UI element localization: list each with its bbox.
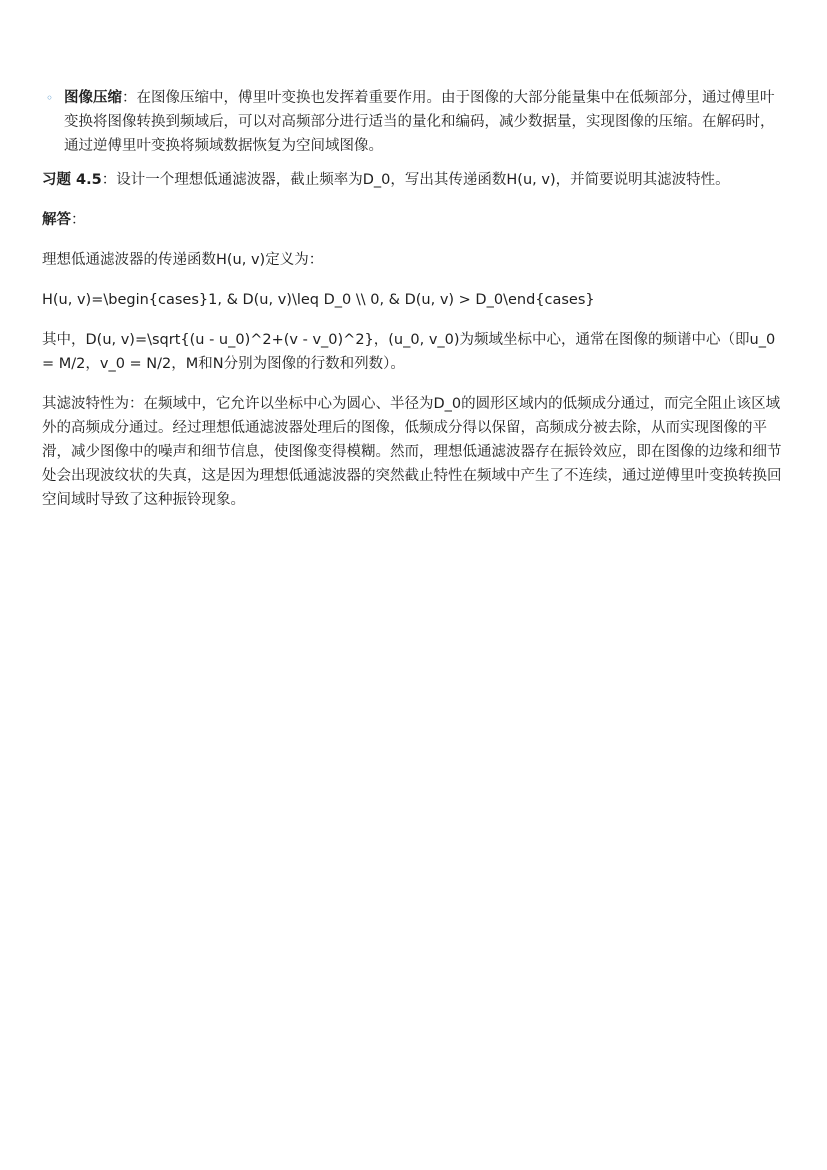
exercise-text: 设计一个理想低通滤波器，截止频率为D_0，写出其传递函数H(u, v)，并简要说明其滤波特性。 [116,172,730,188]
bullet-marker: ◦ [46,91,54,105]
list-item-text: 在图像压缩中，傅里叶变换也发挥着重要作用。由于图像的大部分能量集中在低频部分，通过傅里叶变换将图像转换到频域后，可以对高频部分进行适当的量化和编码，减少数据量，实现图像的压缩。在解码时，通过逆傅里叶变换将频域数据恢复为空间域图像。 [64,90,775,154]
exercise-label: 习题 4.5 [42,172,102,188]
characteristics-paragraph: 其滤波特性为：在频域中，它允许以坐标中心为圆心、半径为D_0的圆形区域内的低频成分通过，而完全阻止该区域外的高频成分通过。经过理想低通滤波器处理后的图像，低频成分得以保留，高频成分被去除，从而实现图像的平滑，减少图像中的噪声和细节信息，使图像变得模糊。然而，理想低通滤波器存在振铃效应，即在图像的边缘和细节处会出现波纹状的失真，这是因为理想低通滤波器的突然截止特性在频域中产生了不连续，通过逆傅里叶变换转换回空间域时导致了这种振铃现象。 [42,396,782,508]
list-item-image-compression [42,86,787,158]
list-item-body [64,86,787,158]
answer-colon: ： [71,212,86,228]
transfer-function-formula: H(u, v)=\begin{cases}1, & D(u, v)\leq D_0 \\ 0, & D(u, v) > D_0\end{cases} [42,292,595,308]
exercise-paragraph [42,168,787,192]
document-page [42,86,787,512]
list-item-colon: ： [122,90,137,106]
definition-paragraph: 理想低通滤波器的传递函数H(u, v)定义为： [42,252,324,268]
where-paragraph: 其中，D(u, v)=\sqrt{(u - u_0)^2+(v - v_0)^2}，(u_0, v_0)为频域坐标中心，通常在图像的频谱中心（即u_0 = M/2，v_0 = N/2，M和N分别为图像的行数和列数）。 [42,332,776,372]
answer-label: 解答 [42,212,71,228]
answer-heading [42,208,787,232]
list-item-title: 图像压缩 [64,90,122,106]
exercise-colon: ： [101,172,117,188]
